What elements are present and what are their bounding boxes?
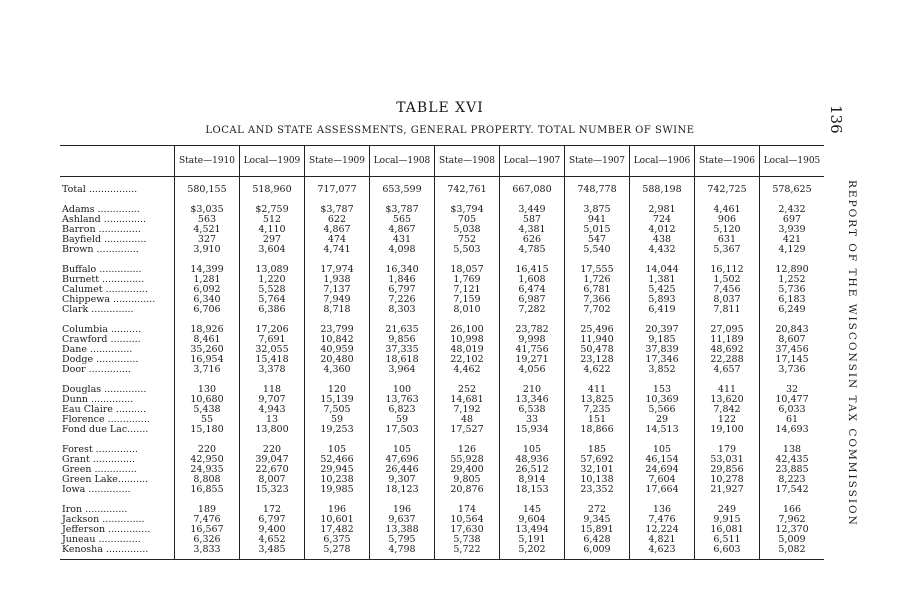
table-cell: 411 13,825 7,235 151 18,866 bbox=[565, 383, 630, 443]
column-header: State—1907 bbox=[565, 146, 630, 177]
table-cell: 742,725 bbox=[695, 177, 760, 204]
table-cell: 105 47,696 26,446 9,307 18,123 bbox=[370, 443, 435, 503]
table-cell: 17,555 1,726 6,781 7,366 7,702 bbox=[565, 263, 630, 323]
column-header: State—1908 bbox=[435, 146, 500, 177]
county-group-row bbox=[60, 503, 824, 560]
county-group-row bbox=[60, 203, 824, 263]
column-header: Local—1907 bbox=[500, 146, 565, 177]
total-row bbox=[60, 177, 824, 204]
table-cell: 23,799 10,842 40,959 20,480 4,360 bbox=[305, 323, 370, 383]
row-label: Columbia .......... Crawford .......... Dane .............. Dodge .............. Door .............. bbox=[62, 324, 142, 375]
table-cell: 272 9,345 15,891 6,428 6,009 bbox=[565, 503, 630, 560]
table-cell: 17,206 7,691 32,055 15,418 3,378 bbox=[240, 323, 305, 383]
row-label: Total ................ bbox=[62, 184, 138, 195]
table-cell: 2,981 724 4,012 438 4,432 bbox=[630, 203, 695, 263]
header-row bbox=[60, 146, 824, 177]
table-cell: 100 13,763 6,823 59 17,503 bbox=[370, 383, 435, 443]
table-cell: 13,089 1,220 5,528 5,764 6,386 bbox=[240, 263, 305, 323]
table-cell: 518,960 bbox=[240, 177, 305, 204]
table-title: TABLE XVI bbox=[396, 100, 484, 116]
table-cell: 179 53,031 29,856 10,278 21,927 bbox=[695, 443, 760, 503]
column-header: State—1910 bbox=[175, 146, 240, 177]
table-cell: 18,926 8,461 35,260 16,954 3,716 bbox=[175, 323, 240, 383]
table-cell: 27,095 11,189 48,692 22,288 4,657 bbox=[695, 323, 760, 383]
table-cell: 14,399 1,281 6,092 6,340 6,706 bbox=[175, 263, 240, 323]
side-heading: REPORT OF THE WISCONSIN TAX COMMISSION bbox=[846, 180, 858, 527]
table-cell: 578,625 bbox=[760, 177, 825, 204]
table-cell: 748,778 bbox=[565, 177, 630, 204]
table-cell: 196 9,637 13,388 5,795 4,798 bbox=[370, 503, 435, 560]
table-cell: 3,875 941 5,015 547 5,540 bbox=[565, 203, 630, 263]
table-cell: 653,599 bbox=[370, 177, 435, 204]
table-cell: 249 9,915 16,081 6,511 6,603 bbox=[695, 503, 760, 560]
table-cell: $3,787 622 4,867 474 4,741 bbox=[305, 203, 370, 263]
county-group-row bbox=[60, 323, 824, 383]
column-header: Local—1908 bbox=[370, 146, 435, 177]
table-cell: 20,397 9,185 37,839 17,346 3,852 bbox=[630, 323, 695, 383]
table-cell: 220 39,047 22,670 8,007 15,323 bbox=[240, 443, 305, 503]
column-header: Local—1905 bbox=[760, 146, 825, 177]
table-cell: 185 57,692 32,101 10,138 23,352 bbox=[565, 443, 630, 503]
table-cell: 20,843 8,607 37,456 17,145 3,736 bbox=[760, 323, 825, 383]
county-group-row bbox=[60, 443, 824, 503]
table-cell: 126 55,928 29,400 9,805 20,876 bbox=[435, 443, 500, 503]
table-cell: $3,794 705 5,038 752 5,503 bbox=[435, 203, 500, 263]
column-header: State—1909 bbox=[305, 146, 370, 177]
page-number: 136 bbox=[827, 105, 845, 134]
table-cell: 138 42,435 23,885 8,223 17,542 bbox=[760, 443, 825, 503]
table-cell: 667,080 bbox=[500, 177, 565, 204]
row-label: Forest .............. Grant .............. Green .............. Green Lake.......... Iowa .............. bbox=[62, 444, 149, 495]
county-group-row bbox=[60, 383, 824, 443]
table-cell: $3,787 565 4,867 431 4,098 bbox=[370, 203, 435, 263]
swine-assessment-table bbox=[60, 145, 824, 560]
table-cell: 2,432 697 3,939 421 4,129 bbox=[760, 203, 825, 263]
table-cell: 16,415 1,608 6,474 6,987 7,282 bbox=[500, 263, 565, 323]
column-header: Local—1906 bbox=[630, 146, 695, 177]
table-cell: 23,782 9,998 41,756 19,271 4,056 bbox=[500, 323, 565, 383]
table-cell: 32 10,477 6,033 61 14,693 bbox=[760, 383, 825, 443]
table-cell: 26,100 10,998 48,019 22,102 4,462 bbox=[435, 323, 500, 383]
table-cell: 21,635 9,856 37,335 18,618 3,964 bbox=[370, 323, 435, 383]
column-header: State—1906 bbox=[695, 146, 760, 177]
county-group-row bbox=[60, 263, 824, 323]
table-cell: 145 9,604 13,494 5,191 5,202 bbox=[500, 503, 565, 560]
table-cell: 3,449 587 4,381 626 4,785 bbox=[500, 203, 565, 263]
table-cell: 196 10,601 17,482 6,375 5,278 bbox=[305, 503, 370, 560]
table-subtitle: LOCAL AND STATE ASSESSMENTS, GENERAL PROPERTY. TOTAL NUMBER OF SWINE bbox=[205, 125, 695, 136]
table-cell: 220 42,950 24,935 8,808 16,855 bbox=[175, 443, 240, 503]
table-cell: 411 13,620 7,842 122 19,100 bbox=[695, 383, 760, 443]
table-cell: 17,974 1,938 7,137 7,949 8,718 bbox=[305, 263, 370, 323]
table-cell: 742,761 bbox=[435, 177, 500, 204]
table-cell: 580,155 bbox=[175, 177, 240, 204]
table-cell: 12,890 1,252 5,736 6,183 6,249 bbox=[760, 263, 825, 323]
table-cell: 18,057 1,769 7,121 7,159 8,010 bbox=[435, 263, 500, 323]
table-cell: 174 10,564 17,630 5,738 5,722 bbox=[435, 503, 500, 560]
table-cell: 25,496 11,940 50,478 23,128 4,622 bbox=[565, 323, 630, 383]
table-cell: 130 10,680 5,438 55 15,180 bbox=[175, 383, 240, 443]
row-label: Buffalo .............. Burnett .............. Calumet .............. Chippewa .............. Clark .............. bbox=[62, 264, 156, 315]
table-cell: 252 14,681 7,192 48 17,527 bbox=[435, 383, 500, 443]
column-header: Local—1909 bbox=[240, 146, 305, 177]
table-cell: $3,035 563 4,521 327 3,910 bbox=[175, 203, 240, 263]
table-cell: 16,112 1,502 7,456 8,037 7,811 bbox=[695, 263, 760, 323]
table-cell: 210 13,346 6,538 33 15,934 bbox=[500, 383, 565, 443]
table-cell: 717,077 bbox=[305, 177, 370, 204]
table-cell: 4,461 906 5,120 631 5,367 bbox=[695, 203, 760, 263]
table-cell: 189 7,476 16,567 6,326 3,833 bbox=[175, 503, 240, 560]
row-label: Adams .............. Ashland .............. Barron .............. Bayfield .............. Brown .............. bbox=[62, 204, 147, 255]
table-cell: 172 6,797 9,400 4,652 3,485 bbox=[240, 503, 305, 560]
table-cell: 14,044 1,381 5,425 5,893 6,419 bbox=[630, 263, 695, 323]
row-label: Iron .............. Jackson .............. Jefferson .............. Juneau .............. Kenosha .............. bbox=[60, 503, 175, 560]
table-cell: 118 9,707 4,943 13 13,800 bbox=[240, 383, 305, 443]
table-cell: $2,759 512 4,110 297 3,604 bbox=[240, 203, 305, 263]
table-cell: 136 7,476 12,224 4,821 4,623 bbox=[630, 503, 695, 560]
header-blank bbox=[60, 146, 175, 177]
table-cell: 120 15,139 7,505 59 19,253 bbox=[305, 383, 370, 443]
table-cell: 166 7,962 12,370 5,009 5,082 bbox=[760, 503, 825, 560]
table-cell: 105 52,466 29,945 10,238 19,985 bbox=[305, 443, 370, 503]
table-cell: 153 10,369 5,566 29 14,513 bbox=[630, 383, 695, 443]
row-label: Douglas .............. Dunn .............. Eau Claire .......... Florence .............. Fond due Lac....... bbox=[62, 384, 150, 435]
table-cell: 588,198 bbox=[630, 177, 695, 204]
table-cell: 16,340 1,846 6,797 7,226 8,303 bbox=[370, 263, 435, 323]
table-cell: 105 48,936 26,512 8,914 18,153 bbox=[500, 443, 565, 503]
table-cell: 105 46,154 24,694 7,604 17,664 bbox=[630, 443, 695, 503]
